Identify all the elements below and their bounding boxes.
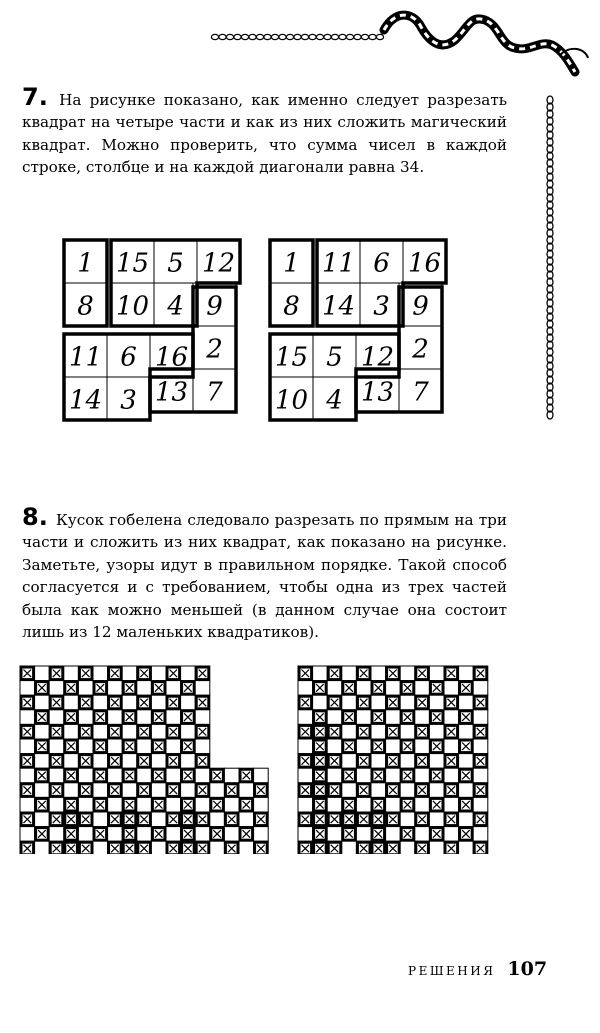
tapestry-cell	[415, 710, 430, 725]
tapestry-cell	[239, 841, 254, 854]
magic-square-left	[60, 236, 260, 436]
magic-right-number: 1	[283, 248, 300, 279]
tapestry-cell	[473, 739, 488, 754]
magic-right-number: 9	[412, 291, 429, 322]
problem-7-paragraph	[22, 83, 508, 179]
chain-link	[376, 34, 383, 39]
magic-right-number: 11	[321, 248, 356, 279]
tapestry-cell	[151, 754, 166, 769]
tapestry-cell	[356, 768, 371, 783]
tapestry-cell	[386, 827, 401, 842]
magic-right-number: 10	[274, 385, 309, 416]
tapestry-cell	[386, 710, 401, 725]
magic-left-number: 16	[154, 342, 189, 373]
chain-link	[286, 34, 293, 39]
tapestry-cell	[342, 783, 357, 798]
tapestry-cell	[20, 681, 35, 696]
tapestry-cell	[400, 754, 415, 769]
tapestry-cell	[35, 812, 50, 827]
tapestry-cell	[64, 783, 79, 798]
tapestry-cell	[93, 724, 108, 739]
magic-left-number: 13	[154, 377, 189, 408]
tapestry-cell	[254, 797, 269, 812]
chain-link	[294, 34, 301, 39]
tapestry-cell	[444, 797, 459, 812]
tapestry-cell	[181, 724, 196, 739]
tapestry-cell	[356, 681, 371, 696]
chain-link	[331, 34, 338, 39]
chain-link	[346, 34, 353, 39]
tapestry-cell	[313, 695, 328, 710]
tapestry-cell	[473, 797, 488, 812]
tapestry-cell	[327, 768, 342, 783]
magic-right-number: 14	[321, 291, 356, 322]
tapestry-cell	[137, 797, 152, 812]
chain-link	[354, 34, 361, 39]
tapestry-cell	[400, 666, 415, 681]
magic-left-number: 1	[77, 248, 94, 279]
problem-7-number: 7.	[22, 83, 48, 111]
tapestry-cell	[356, 827, 371, 842]
magic-left-number: 4	[167, 291, 184, 322]
tapestry-cell	[400, 724, 415, 739]
tapestry-cell	[429, 841, 444, 854]
tapestry-cell	[151, 724, 166, 739]
chain-link	[369, 34, 376, 39]
magic-left-number: 12	[201, 248, 236, 279]
magic-left-number: 8	[77, 291, 94, 322]
tapestry-cell	[108, 797, 123, 812]
tapestry-cell	[459, 695, 474, 710]
tapestry-cell	[386, 681, 401, 696]
problem-7-text: На рисунке показано, как именно следует разрезать квадрат на четыре части и как из них сложить магический квадрат. Можно проверить, что сумма чисел в каждой строке, столбце и на каждой диагонали равна 34.	[22, 91, 508, 177]
tapestry-cell	[93, 812, 108, 827]
tapestry-cell	[415, 797, 430, 812]
tapestry-cell	[371, 754, 386, 769]
tapestry-cell	[35, 841, 50, 854]
tapestry-cell	[93, 783, 108, 798]
tapestry-cell	[327, 739, 342, 754]
tapestry-cell	[356, 710, 371, 725]
tapestry-cell	[400, 812, 415, 827]
tapestry-cell	[181, 754, 196, 769]
tapestry-cell	[313, 666, 328, 681]
tapestry-cell	[459, 724, 474, 739]
tapestry-cell	[444, 827, 459, 842]
tapestry-cell	[415, 681, 430, 696]
tapestry-cell	[342, 841, 357, 854]
tapestry-cell	[342, 666, 357, 681]
tapestry-cell	[459, 754, 474, 769]
footer-section: РЕШЕНИЯ	[408, 964, 496, 978]
tapestry-cell	[64, 695, 79, 710]
tapestry-cell	[239, 783, 254, 798]
tapestry-cell	[108, 681, 123, 696]
magic-left-number: 9	[206, 291, 223, 322]
tapestry-cell	[298, 768, 313, 783]
header-ornament	[0, 0, 600, 90]
tapestry-cell	[49, 797, 64, 812]
tapestry-cell	[415, 739, 430, 754]
tapestry-cell	[195, 710, 210, 725]
tapestry-cell	[386, 739, 401, 754]
tapestry-cell	[49, 681, 64, 696]
tapestry-cell	[459, 666, 474, 681]
tapestry-cell	[137, 710, 152, 725]
tapestry-cell	[49, 739, 64, 754]
tapestry-cell	[415, 827, 430, 842]
tapestry-cell	[122, 695, 137, 710]
tapestry-cell	[400, 841, 415, 854]
tapestry-cell	[151, 841, 166, 854]
tapestry-cell	[459, 841, 474, 854]
tapestry-cell	[78, 681, 93, 696]
tapestry-cell	[122, 754, 137, 769]
tapestry-cell	[166, 827, 181, 842]
chain-link	[211, 34, 218, 39]
tapestry-cell	[78, 710, 93, 725]
tapestry-cell	[444, 739, 459, 754]
tapestry-cell	[459, 812, 474, 827]
magic-left-number: 7	[206, 377, 223, 408]
side-ornament-chain	[540, 95, 560, 425]
chain-link	[339, 34, 346, 39]
tapestry-cell	[64, 754, 79, 769]
tapestry-cell	[137, 827, 152, 842]
chain-link	[219, 34, 226, 39]
tapestry-assembled-square	[296, 664, 496, 854]
tapestry-cell	[386, 797, 401, 812]
tapestry-cell	[78, 739, 93, 754]
magic-right-number: 5	[326, 342, 343, 373]
tapestry-cell	[181, 695, 196, 710]
tapestry-cell	[78, 827, 93, 842]
tapestry-cell	[342, 724, 357, 739]
tapestry-cell	[386, 768, 401, 783]
tapestry-cell	[166, 710, 181, 725]
tapestry-cell	[137, 681, 152, 696]
tapestry-cell	[254, 768, 269, 783]
tapestry-cell	[151, 812, 166, 827]
tapestry-cell	[64, 666, 79, 681]
tapestry-cell	[195, 827, 210, 842]
tapestry-cell	[108, 710, 123, 725]
problem-8-paragraph	[22, 503, 507, 643]
tapestry-cell	[181, 666, 196, 681]
tapestry-cell	[20, 768, 35, 783]
problem-8-text: Кусок гобелена следовало разрезать по прямым на три части и сложить из них квадрат, как показано на рисунке. Заметьте, узоры идут в правильном порядке. Такой способ согласуется и с требованием, чтобы одна из трех частей была как можно меньшей (в данном случае она состоит лишь из 12 маленьких квадратиков).	[22, 511, 507, 642]
tapestry-cell	[108, 768, 123, 783]
page-footer	[408, 958, 547, 980]
magic-left-number: 3	[120, 385, 137, 416]
magic-left-number: 11	[68, 342, 103, 373]
chain-link	[316, 34, 323, 39]
tapestry-cell	[429, 695, 444, 710]
tapestry-cell	[371, 724, 386, 739]
tapestry-cell	[20, 797, 35, 812]
tapestry-cell	[342, 754, 357, 769]
tapestry-cell	[93, 841, 108, 854]
tapestry-cell	[429, 812, 444, 827]
tapestry-cell	[298, 827, 313, 842]
tapestry-cell	[444, 710, 459, 725]
tapestry-cell	[356, 797, 371, 812]
chain-link	[249, 34, 256, 39]
chain-link	[234, 34, 241, 39]
magic-left-number: 15	[115, 248, 150, 279]
tapestry-cell	[327, 710, 342, 725]
tapestry-cell	[108, 739, 123, 754]
tapestry-cell	[35, 754, 50, 769]
tapestry-cell	[49, 768, 64, 783]
tapestry-cell	[93, 666, 108, 681]
tapestry-cell	[473, 710, 488, 725]
tapestry-cell	[415, 768, 430, 783]
magic-right-number: 3	[373, 291, 390, 322]
tapestry-cell	[122, 724, 137, 739]
magic-right-number: 15	[274, 342, 309, 373]
tapestry-cell	[298, 710, 313, 725]
magic-right-number: 7	[412, 377, 429, 408]
tapestry-cell	[137, 768, 152, 783]
tapestry-cell	[166, 768, 181, 783]
tapestry-cell	[210, 783, 225, 798]
tapestry-cell	[298, 739, 313, 754]
tapestry-cell	[371, 666, 386, 681]
tapestry-cell	[371, 695, 386, 710]
chain-link	[301, 34, 308, 39]
tapestry-cell	[400, 783, 415, 798]
tapestry-cell	[473, 768, 488, 783]
tapestry-cell	[210, 841, 225, 854]
tapestry-cell	[181, 783, 196, 798]
tapestry-cell	[224, 768, 239, 783]
tapestry-cell	[151, 695, 166, 710]
tapestry-cell	[49, 827, 64, 842]
tapestry-cell	[20, 739, 35, 754]
tapestry-cell	[342, 695, 357, 710]
tapestry-cell	[400, 695, 415, 710]
tapestry-original	[18, 664, 278, 854]
page-number: 107	[507, 958, 548, 980]
chain-link	[264, 34, 271, 39]
tapestry-cell	[78, 797, 93, 812]
chain-link	[324, 34, 331, 39]
tapestry-cell	[122, 666, 137, 681]
tapestry-cell	[473, 681, 488, 696]
magic-left-number: 14	[68, 385, 103, 416]
tapestry-cell	[49, 710, 64, 725]
chain-link	[361, 34, 368, 39]
magic-right-number: 8	[283, 291, 300, 322]
magic-left-number: 10	[115, 291, 150, 322]
chain-link	[241, 34, 248, 39]
tapestry-cell	[35, 724, 50, 739]
tapestry-cell	[459, 783, 474, 798]
chain-link	[309, 34, 316, 39]
tapestry-cell	[444, 681, 459, 696]
tapestry-cell	[371, 783, 386, 798]
tapestry-cell	[327, 827, 342, 842]
tapestry-cell	[20, 827, 35, 842]
tapestry-cell	[64, 724, 79, 739]
tapestry-cell	[473, 827, 488, 842]
tapestry-cell	[195, 681, 210, 696]
tapestry-cell	[444, 768, 459, 783]
tapestry-cell	[35, 783, 50, 798]
tapestry-cell	[298, 797, 313, 812]
tapestry-cell	[429, 724, 444, 739]
magic-right-number: 13	[360, 377, 395, 408]
tapestry-cell	[429, 783, 444, 798]
magic-right-number: 16	[407, 248, 442, 279]
tapestry-cell	[327, 797, 342, 812]
chain-link	[271, 34, 278, 39]
tapestry-cell	[35, 666, 50, 681]
tapestry-cell	[35, 695, 50, 710]
tapestry-cell	[195, 797, 210, 812]
chain-link	[279, 34, 286, 39]
magic-right-number: 6	[373, 248, 390, 279]
tapestry-cell	[195, 768, 210, 783]
tapestry-cell	[166, 681, 181, 696]
tapestry-cell	[224, 827, 239, 842]
magic-right-number: 12	[360, 342, 395, 373]
tapestry-cell	[210, 812, 225, 827]
magic-left-number: 6	[120, 342, 137, 373]
tapestry-cell	[327, 681, 342, 696]
tapestry-cell	[151, 783, 166, 798]
tapestry-cell	[151, 666, 166, 681]
chain-link	[256, 34, 263, 39]
problem-8-number: 8.	[22, 503, 48, 531]
tapestry-cell	[224, 797, 239, 812]
magic-right-number: 2	[412, 334, 429, 365]
tapestry-cell	[122, 783, 137, 798]
tapestry-cell	[137, 739, 152, 754]
tapestry-cell	[254, 827, 269, 842]
magic-right-number: 4	[326, 385, 343, 416]
tapestry-cell	[166, 797, 181, 812]
tapestry-cell	[20, 710, 35, 725]
tapestry-cell	[429, 754, 444, 769]
tapestry-cell	[108, 827, 123, 842]
tapestry-cell	[429, 666, 444, 681]
tapestry-cell	[298, 681, 313, 696]
tapestry-cell	[195, 739, 210, 754]
tapestry-cell	[93, 695, 108, 710]
tapestry-cell	[78, 768, 93, 783]
magic-square-right	[266, 236, 466, 436]
magic-left-number: 5	[167, 248, 184, 279]
tapestry-cell	[93, 754, 108, 769]
tapestry-cell	[166, 739, 181, 754]
tapestry-cell	[239, 812, 254, 827]
magic-left-number: 2	[206, 334, 223, 365]
chain-link	[226, 34, 233, 39]
tapestry-cell	[356, 739, 371, 754]
ornament-chain	[211, 34, 383, 39]
